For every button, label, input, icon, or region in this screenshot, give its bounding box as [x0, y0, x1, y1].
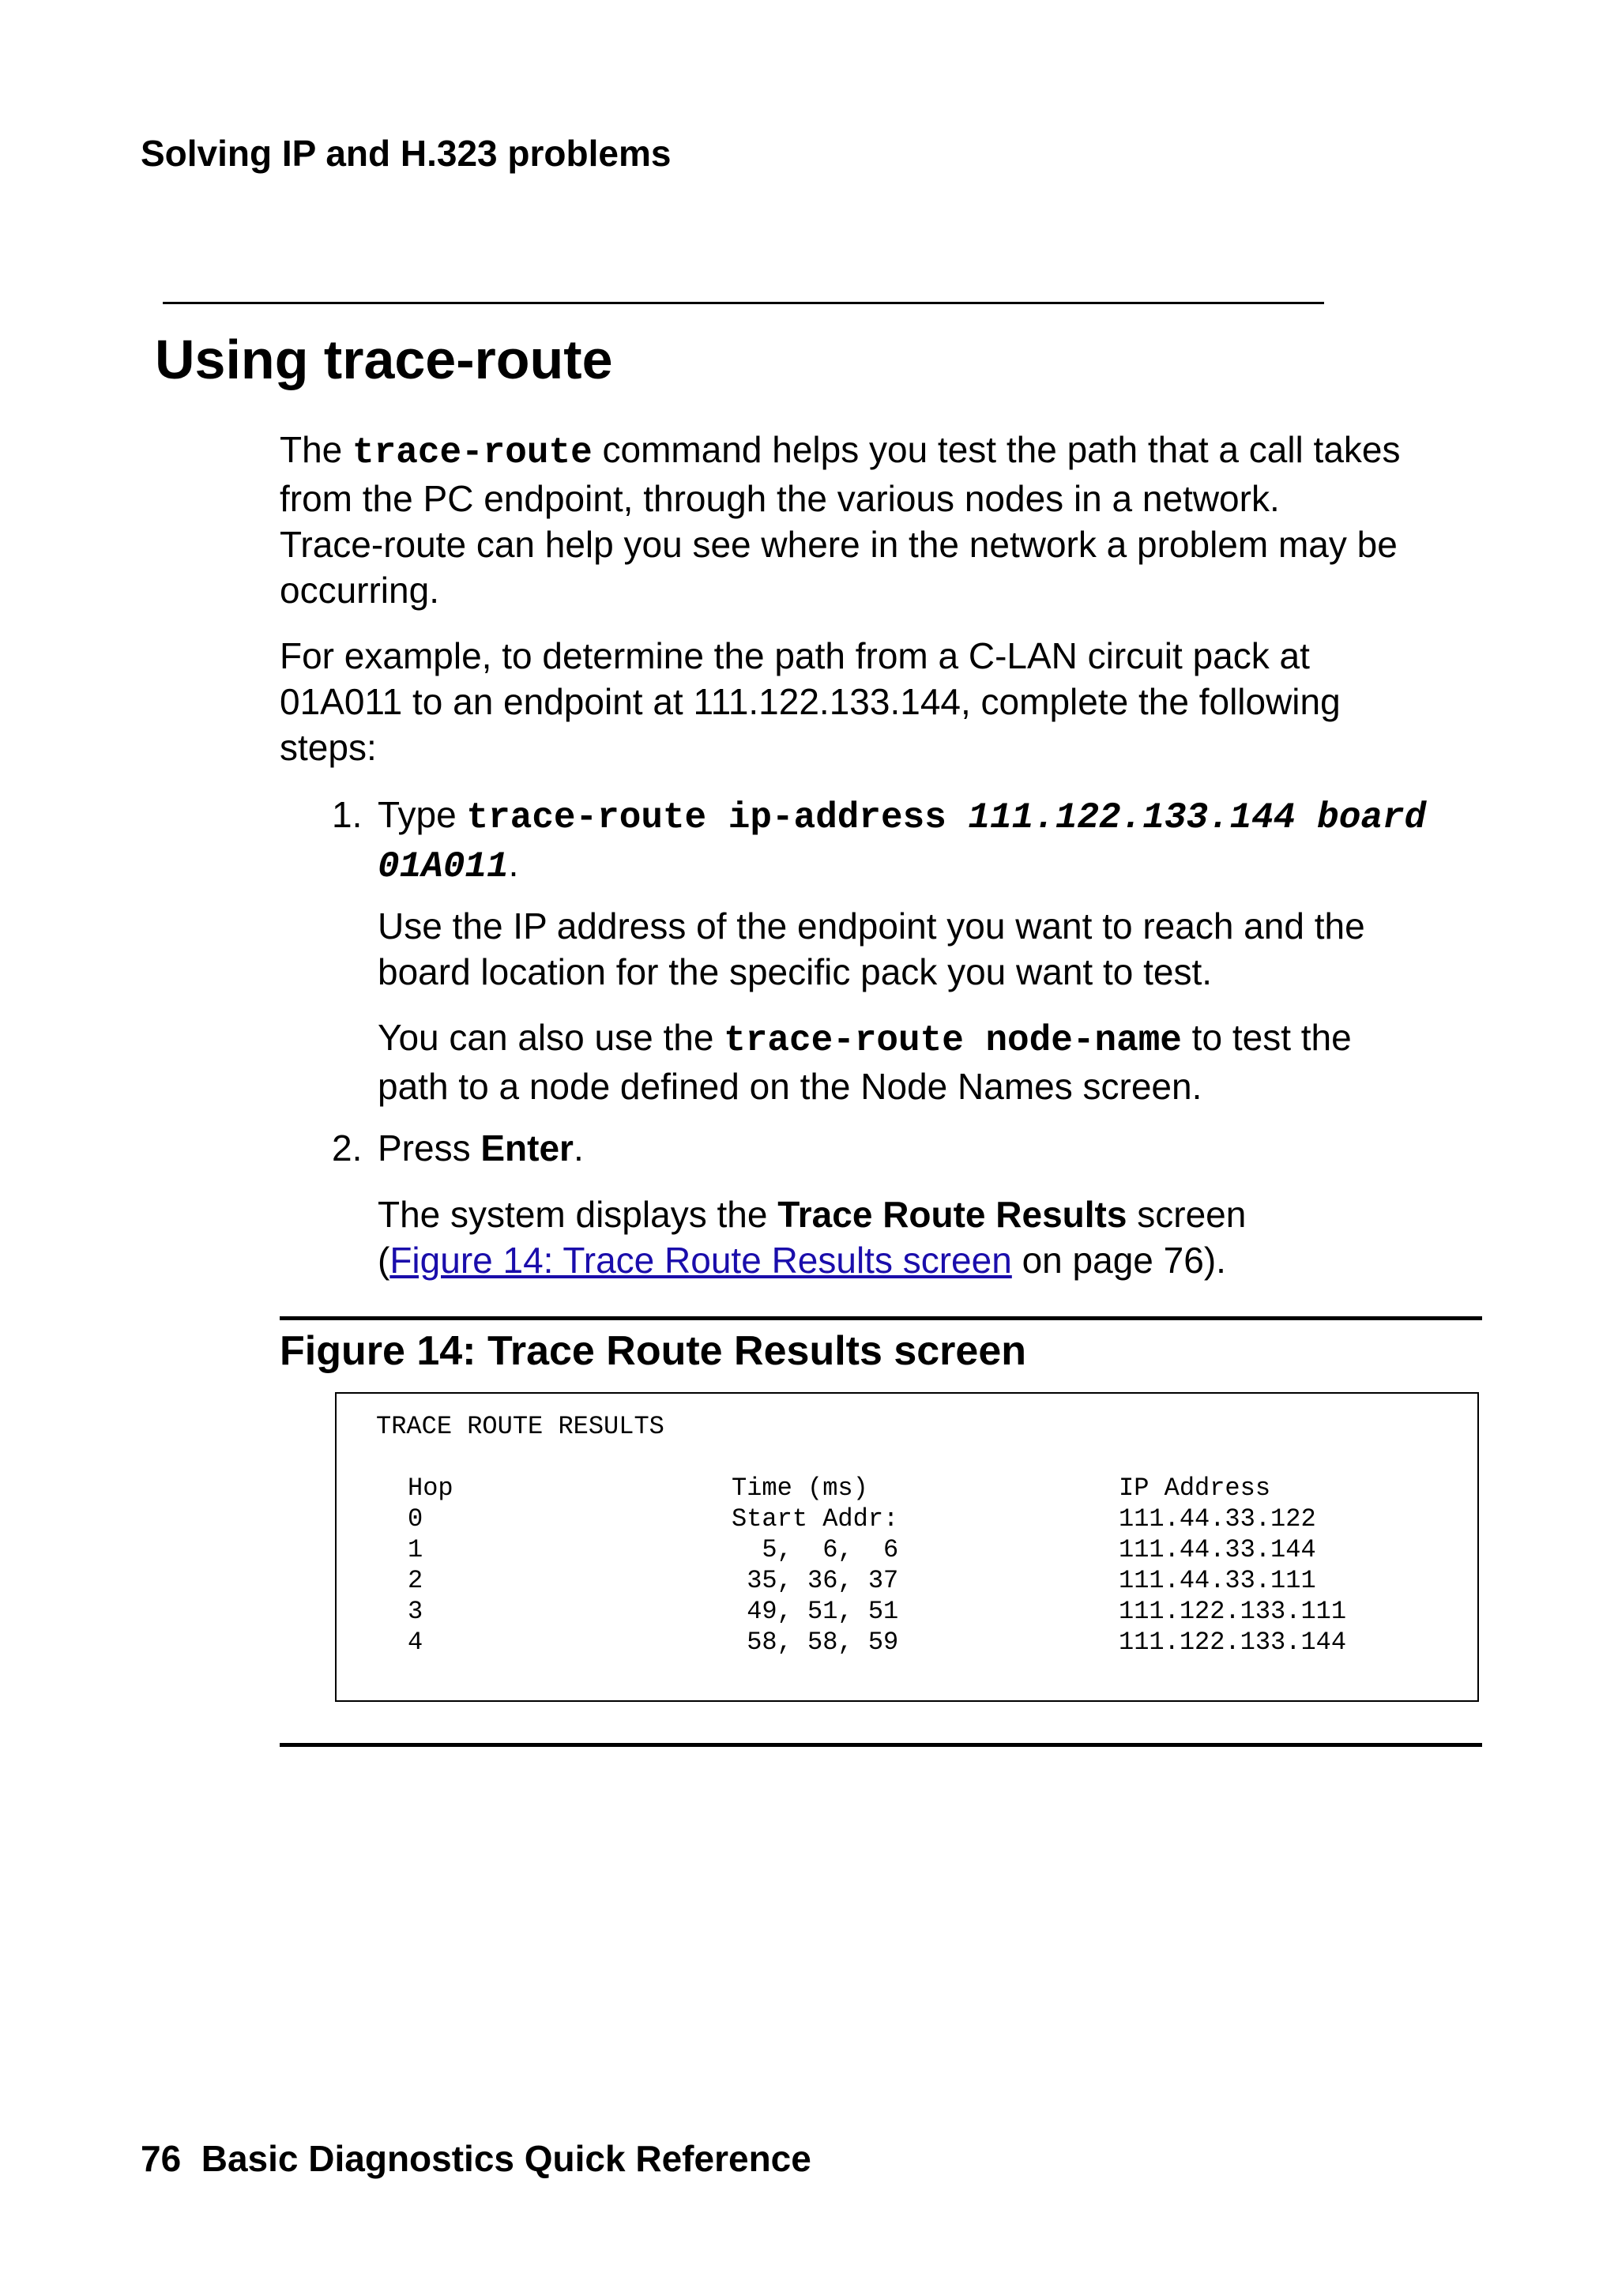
- text: (: [378, 1240, 390, 1281]
- text: from the PC endpoint, through the various nodes in a network.: [280, 478, 1280, 519]
- time-cell: Start Addr:: [732, 1504, 899, 1534]
- ip-cell: 111.44.33.144: [1119, 1535, 1316, 1564]
- text: steps:: [280, 727, 377, 768]
- time-cell: 49, 51, 51: [732, 1597, 899, 1626]
- text: Type: [378, 794, 467, 835]
- text: The: [280, 429, 353, 470]
- figure-bottom-rule: [280, 1743, 1482, 1747]
- book-title: Basic Diagnostics Quick Reference: [201, 2138, 811, 2179]
- command-text: trace-route node-name: [724, 1020, 1182, 1061]
- text: For example, to determine the path from a C-LAN circuit pack at: [280, 635, 1310, 676]
- page-number: 76: [141, 2138, 182, 2179]
- step-1-note-1: [378, 903, 1507, 995]
- running-head: Solving IP and H.323 problems: [141, 133, 672, 174]
- step-number: 2.: [332, 1127, 363, 1169]
- column-header-hop: Hop: [408, 1474, 453, 1503]
- intro-paragraph-2: [280, 633, 1504, 770]
- text: path to a node defined on the Node Names screen.: [378, 1066, 1202, 1107]
- step-1-instruction: [378, 792, 1507, 890]
- command-text: trace-route: [352, 432, 593, 473]
- text: on page 76).: [1011, 1240, 1226, 1281]
- hop-cell: 4: [408, 1628, 423, 1657]
- text: Use the IP address of the endpoint you want to reach and the: [378, 905, 1365, 947]
- text: occurring.: [280, 570, 439, 611]
- text: Trace-route can help you see where in the network a problem may be: [280, 524, 1398, 565]
- screen-title: TRACE ROUTE RESULTS: [376, 1412, 664, 1441]
- ip-cell: 111.122.133.111: [1119, 1597, 1347, 1626]
- ip-cell: 111.44.33.111: [1119, 1566, 1316, 1595]
- text: board location for the specific pack you want to test.: [378, 951, 1213, 992]
- command-argument: 01A011: [378, 846, 509, 887]
- figure-title: Figure 14: Trace Route Results screen: [280, 1328, 1027, 1374]
- screen-name: Trace Route Results: [777, 1194, 1127, 1235]
- ip-cell: 111.122.133.144: [1119, 1628, 1347, 1657]
- text: 01A011 to an endpoint at 111.122.133.144, complete the following: [280, 681, 1341, 722]
- text: You can also use the: [378, 1017, 724, 1058]
- command-argument: 111.122.133.144 board: [946, 797, 1427, 838]
- step-2-instruction: [378, 1125, 1507, 1171]
- ip-cell: 111.44.33.122: [1119, 1504, 1316, 1534]
- time-cell: 58, 58, 59: [732, 1628, 899, 1657]
- step-1-note-2: [378, 1014, 1507, 1109]
- figure-link[interactable]: Figure 14: Trace Route Results screen: [389, 1240, 1012, 1281]
- time-cell: 5, 6, 6: [732, 1535, 899, 1564]
- command-text: trace-route ip-address: [466, 797, 946, 838]
- figure-top-rule: [280, 1316, 1482, 1320]
- text: screen: [1127, 1194, 1247, 1235]
- text: command helps you test the path that a call takes: [592, 429, 1401, 470]
- column-header-ip: IP Address: [1119, 1474, 1271, 1503]
- text: to test the: [1181, 1017, 1352, 1058]
- section-divider: [163, 302, 1324, 304]
- text: .: [508, 843, 519, 884]
- text: .: [573, 1127, 584, 1169]
- step-2-result: [378, 1191, 1507, 1283]
- hop-cell: 3: [408, 1597, 423, 1626]
- trace-route-results-screen: [335, 1392, 1479, 1702]
- hop-cell: 1: [408, 1535, 423, 1564]
- section-title: Using trace-route: [155, 329, 613, 390]
- hop-cell: 2: [408, 1566, 423, 1595]
- key-name: Enter: [480, 1127, 574, 1169]
- hop-cell: 0: [408, 1504, 423, 1534]
- column-header-time: Time (ms): [732, 1474, 868, 1503]
- text: The system displays the: [378, 1194, 778, 1235]
- step-number: 1.: [332, 794, 363, 835]
- page-footer: [141, 2136, 811, 2181]
- time-cell: 35, 36, 37: [732, 1566, 899, 1595]
- text: Press: [378, 1127, 481, 1169]
- intro-paragraph-1: [280, 427, 1504, 613]
